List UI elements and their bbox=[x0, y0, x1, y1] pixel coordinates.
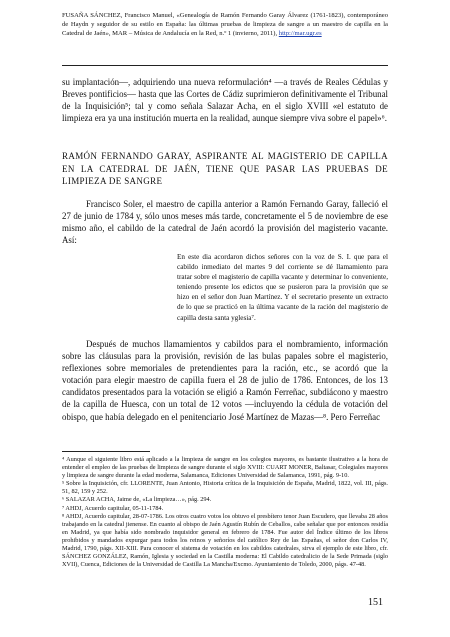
footnote: ⁴ Aunque el siguiente libro está aplicado a la limpieza de sangre en los colegios mayores, es bastante ilustrativo a la hora de entender el empleo de las pruebas de limpieza de sangre durante el siglo XVIII: CUART MONER, Baltasar, Colegiales mayores y limpieza de sangre durante la edad moderna, Salamanca, Ediciones Universidad de Salamanca, 1991, pág. 9-10. bbox=[62, 456, 388, 480]
footnote: ⁸ AHDJ, Acuerdo capitular, 28-07-1786. Los otros cuatro votos los obtuvo el presbítero tenor Juan Escudero, que llevaba 28 años trabajando en la catedral jienense. En cuanto al obispo de Jaén Agustín Rubín de Ceballos, cabe señalar que por entonces residía en Madrid, ya que había sido nombrado inquisidor general en febrero de 1784. Fue autor del Índice último de los libros prohibidos y mandados expurgar para todos los reinos y señoríos del católico Rey de las Españas, el señor don Carlos IV, Madrid, 1790, págs. XII-XIII. Para conocer el sistema de votación en los cabildos catedrales, sirva el ejemplo de este libro, cfr. SÁNCHEZ GONZÁLEZ, Ramón, Iglesia y sociedad en la Castilla moderna: El Cabildo catedralicio de la Sede Primada (siglo XVII), Cuenca, Ediciones de la Universidad de Castilla La Mancha/Excmo. Ayuntamiento de Toledo, 2000, págs. 47-48. bbox=[62, 512, 388, 569]
block-quote: En este dia acordaron dichos señores con la voz de S. I. que para el cabildo inmediato del martes 9 del corriente se dé llamamiento para tratar sobre el magisterio de capilla vacante y determinar lo conveniente, teniendo presente los edictos que se pusieron para la provisión que se hizo en el señor don Juan Martínez. Y el secretario presente un extracto de lo que se practicó en la última vacante de la ración del magisterio de capilla desta santa yglesia⁷. bbox=[177, 253, 388, 322]
footnote-divider bbox=[62, 451, 150, 452]
page-number: 151 bbox=[368, 597, 383, 608]
header-divider bbox=[62, 65, 388, 66]
footnotes bbox=[62, 456, 388, 569]
section-heading: RAMÓN FERNANDO GARAY, ASPIRANTE AL MAGISTERIO DE CAPILLA EN LA CATEDRAL DE JAÉN, TIENE QUE PASAR LAS PRUEBAS DE LIMPIEZA DE SANGRE bbox=[62, 151, 388, 187]
citation-text: FUSAÑA SÁNCHEZ, Francisco Manuel, «Genealogía de Ramón Fernando Garay Álvarez (1761-1823), contemporáneo de Haydn y seguidor de su estilo en España: las últimas pruebas de limpieza de sangre a un maestro de capilla en la Catedral de Jaén», MAR – Música de Andalucía en la Red, n.º 1 (invierno, 2011), bbox=[62, 12, 388, 38]
journal-link[interactable]: http://mar.ugr.es bbox=[278, 30, 322, 38]
intro-paragraph: su implantación—, adquiriendo una nueva reformulación⁴ —a través de Reales Cédulas y Breves pontificios— hasta que las Cortes de Cádiz suprimieron definitivamente el Tribunal de la Inquisición⁵; tal y como señala Salazar Acha, en el siglo XVIII «el estatuto de limpieza era ya una institución muerta en la realidad, aunque siempre viva sobre el papel»⁶. bbox=[62, 77, 388, 124]
footnote: ⁵ Sobre la Inquisición, cfr. LLORENTE, Juan Antonio, Historia crítica de la Inquisición de España, Madrid, 1822, vol. III, págs. 51, 82, 159 y 252. bbox=[62, 480, 388, 496]
body-paragraph: Después de muchos llamamientos y cabildos para el nombramiento, información sobre las cláusulas para la provisión, revisión de las bulas papales sobre el magisterio, reflexiones sobre memoriales de pretendientes para la ración, etc., se acordó que la votación para elegir maestro de capilla fuera el 28 de julio de 1786. Entonces, de los 13 candidatos presentados para la votación se eligió a Ramón Ferreñac, subdiácono y maestro de la capilla de Huesca, con un total de 12 votos —incluyendo la cédula de votación del obispo, que había delegado en el penitenciario José Martínez de Mazas—⁸. Pero Ferreñac bbox=[62, 339, 388, 422]
footnote: ⁶ SALAZAR ACHA, Jaime de, «La limpieza…», pág. 294. bbox=[62, 496, 212, 504]
footnote: ⁷ AHDJ, Acuerdo capitular, 05-11-1784. bbox=[62, 504, 164, 512]
body-paragraph: Francisco Soler, el maestro de capilla anterior a Ramón Fernando Garay, falleció el 27 de junio de 1784 y, sólo unos meses más tarde, concretamente el 5 de noviembre de ese mismo año, el cabildo de la catedral de Jaén acordó la provisión del magisterio vacante. Así: bbox=[62, 199, 388, 246]
running-header-citation bbox=[62, 11, 388, 39]
